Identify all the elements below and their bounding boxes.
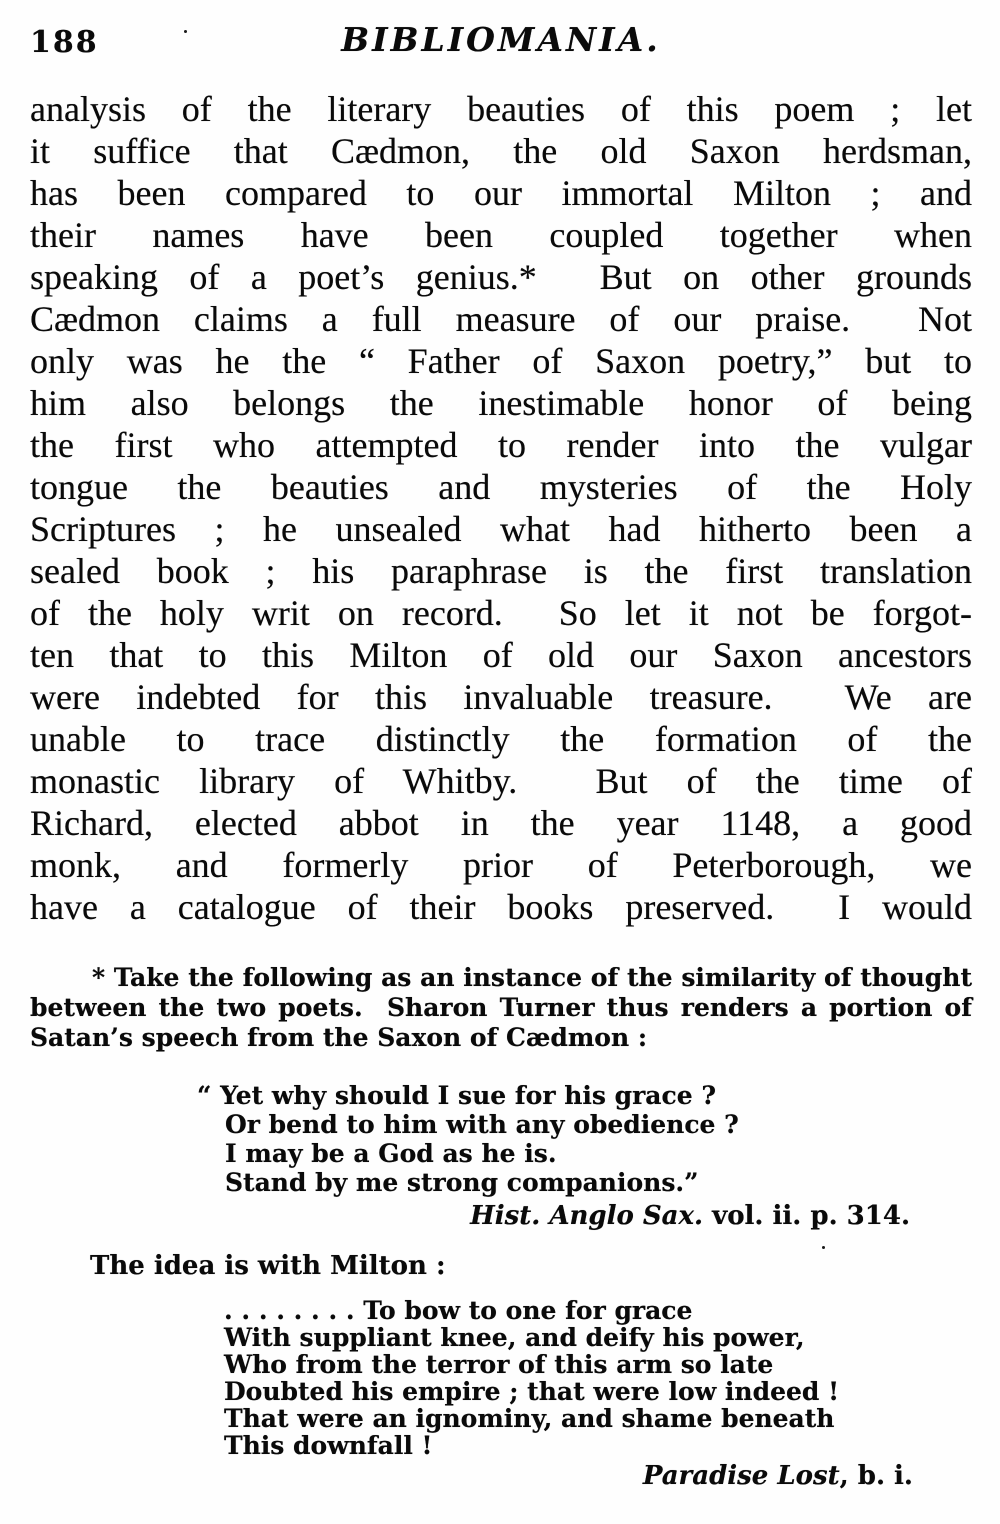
verse-line: Who from the terror of this arm so late bbox=[224, 1350, 774, 1379]
citation-work-title: Hist. Anglo Sax. bbox=[470, 1201, 704, 1231]
citation-work-title: Paradise Lost bbox=[642, 1461, 840, 1491]
footnote bbox=[30, 963, 972, 1053]
body-line: him also belongs the inestimable honor of being bbox=[30, 383, 972, 423]
caedmon-verse-quote bbox=[197, 1081, 972, 1197]
body-line: speaking of a poet’s genius.* But on other grounds bbox=[30, 257, 972, 297]
scan-artifact-dot bbox=[822, 1246, 825, 1249]
body-line: has been compared to our immortal Milton ; and bbox=[30, 173, 972, 213]
body-line: sealed book ; his paraphrase is the first translation bbox=[30, 551, 972, 591]
page-number: 188 bbox=[30, 25, 99, 60]
verse-line: “ Yet why should I sue for his grace ? bbox=[197, 1081, 716, 1110]
body-line: were indebted for this invaluable treasure. We are bbox=[30, 677, 972, 717]
body-line: have a catalogue of their books preserved. I would bbox=[30, 887, 972, 927]
body-line: analysis of the literary beauties of this poem ; let bbox=[30, 89, 972, 129]
body-line: Scriptures ; he unsealed what had hitherto been a bbox=[30, 509, 972, 549]
footnote-line: Satan’s speech from the Saxon of Cædmon : bbox=[30, 1023, 648, 1052]
body-line: it suffice that Cædmon, the old Saxon herdsman, bbox=[30, 131, 972, 171]
milton-verse-quote bbox=[224, 1297, 972, 1459]
body-line: unable to trace distinctly the formation of the bbox=[30, 719, 972, 759]
scan-artifact-dot bbox=[184, 30, 187, 33]
verse-line: With suppliant knee, and deify his power, bbox=[224, 1323, 805, 1352]
body-line: the first who attempted to render into the vulgar bbox=[30, 425, 972, 465]
body-line: tongue the beauties and mysteries of the Holy bbox=[30, 467, 972, 507]
body-line: Cædmon claims a full measure of our praise. Not bbox=[30, 299, 972, 339]
citation-reference: , b. i. bbox=[839, 1461, 913, 1491]
interlude-text: The idea is with Milton : bbox=[90, 1251, 446, 1281]
body-line: monastic library of Whitby. But of the time of bbox=[30, 761, 972, 801]
body-line: Richard, elected abbot in the year 1148, a good bbox=[30, 803, 972, 843]
running-title: BIBLIOMANIA. bbox=[341, 20, 661, 59]
body-line: only was he the “ Father of Saxon poetry,” but to bbox=[30, 341, 972, 381]
verse-line: . . . . . . . . To bow to one for grace bbox=[224, 1296, 693, 1325]
footnote-line: between the two poets. Sharon Turner thus renders a portion of bbox=[30, 993, 972, 1022]
verse-line: Stand by me strong companions.” bbox=[225, 1168, 699, 1197]
citation-reference: vol. ii. p. 314. bbox=[703, 1201, 910, 1231]
footnote-line: * Take the following as an instance of the similarity of thought bbox=[92, 963, 972, 992]
body-line: ten that to this Milton of old our Saxon ancestors bbox=[30, 635, 972, 675]
verse-line: This downfall ! bbox=[224, 1431, 433, 1460]
page-header bbox=[30, 20, 972, 62]
body-line: their names have been coupled together when bbox=[30, 215, 972, 255]
body-line: of the holy writ on record. So let it not be forgot- bbox=[30, 593, 972, 633]
verse-line: I may be a God as he is. bbox=[225, 1139, 557, 1168]
citation-paradise-lost bbox=[30, 1461, 972, 1491]
main-paragraph bbox=[30, 88, 972, 928]
body-line: monk, and formerly prior of Peterborough, we bbox=[30, 845, 972, 885]
citation-hist-anglo-sax bbox=[30, 1201, 972, 1231]
verse-line: That were an ignominy, and shame beneath bbox=[224, 1404, 835, 1433]
verse-line: Or bend to him with any obedience ? bbox=[225, 1110, 739, 1139]
verse-line: Doubted his empire ; that were low indeed ! bbox=[224, 1377, 840, 1406]
